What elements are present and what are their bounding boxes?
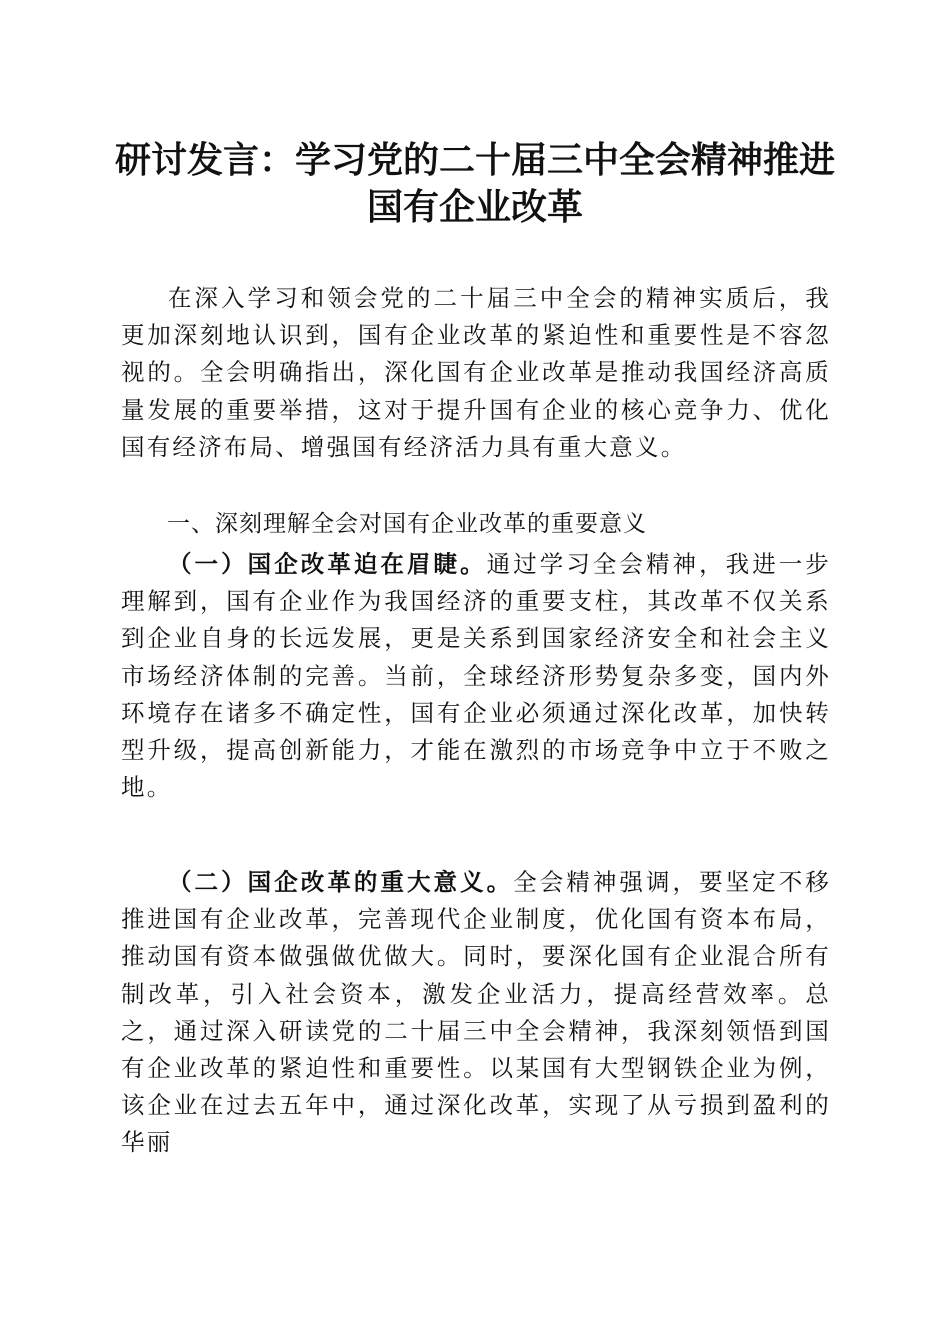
- section-heading-1: 一、深刻理解全会对国有企业改革的重要意义: [167, 511, 647, 537]
- subsection-paragraph-2: [121, 864, 831, 1162]
- intro-paragraph: 在深入学习和领会党的二十届三中全会的精神实质后，我更加深刻地认识到，国有企业改革的紧迫性和重要性是不容忽视的。全会明确指出，深化国有企业改革是推动我国经济高质量发展的重要举措，这对于提升国有企业的核心竞争力、优化国有经济布局、增强国有经济活力具有重大意义。: [121, 284, 831, 461]
- document-title-line-1: 研讨发言：学习党的二十届三中全会精神推进: [114, 139, 835, 181]
- document-title-line-2: 国有企业改革: [366, 186, 583, 228]
- subsection-paragraph-1: [121, 546, 831, 806]
- subsection-lead-1: （一）国企改革迫在眉睫。: [168, 550, 487, 578]
- subsection-text-2: 全会精神强调，要坚定不移推进国有企业改革，完善现代企业制度，优化国有资本布局，推动国有资本做强做优做大。同时，要深化国有企业混合所有制改革，引入社会资本，激发企业活力，提高经营效率。总之，通过深入研读党的二十届三中全会精神，我深刻领悟到国有企业改革的紧迫性和重要性。以某国有大型钢铁企业为例，该企业在过去五年中，通过深化改革，实现了从亏损到盈利的华丽: [121, 868, 831, 1157]
- subsection-text-1: 通过学习全会精神，我进一步理解到，国有企业作为我国经济的重要支柱，其改革不仅关系到企业自身的长远发展，更是关系到国家经济安全和社会主义市场经济体制的完善。当前，全球经济形势复杂多变，国内外环境存在诸多不确定性，国有企业必须通过深化改革，加快转型升级，提高创新能力，才能在激烈的市场竞争中立于不败之地。: [121, 550, 831, 802]
- subsection-lead-2: （二）国企改革的重大意义。: [168, 868, 514, 896]
